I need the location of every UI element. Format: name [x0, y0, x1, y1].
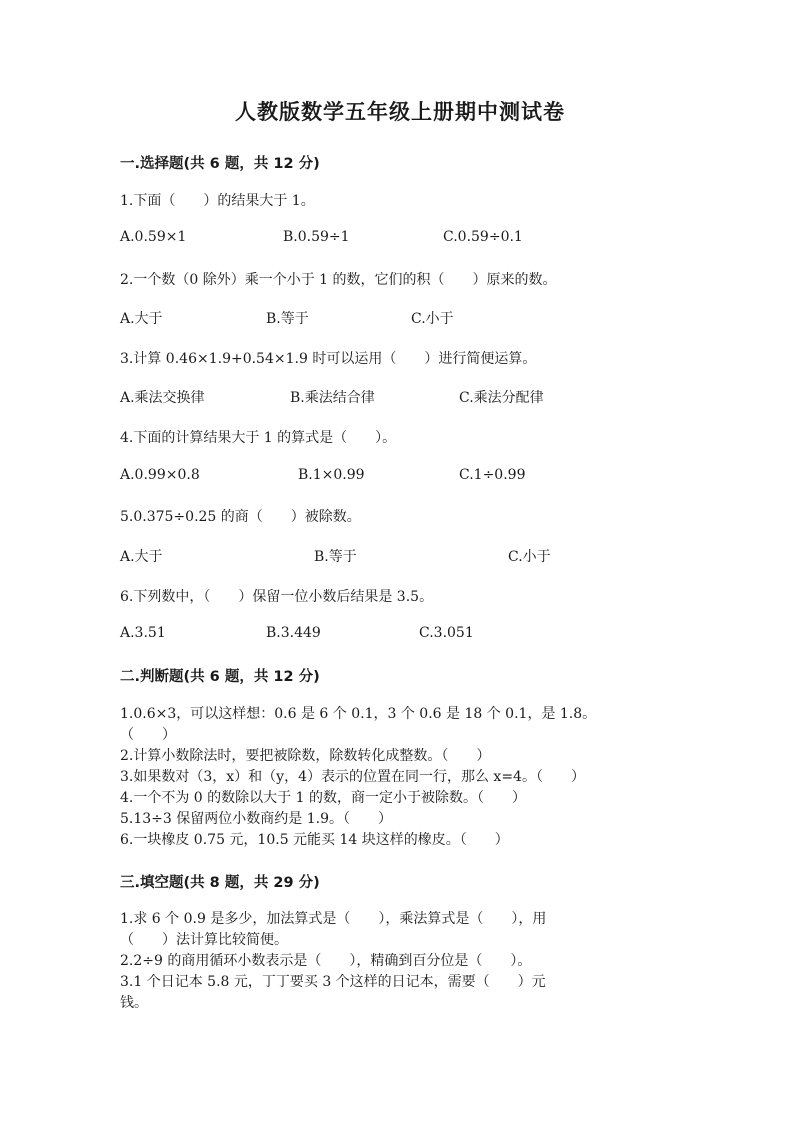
fill-line-3: 3.1 个日记本 5.8 元，丁丁要买 3 个这样的日记本，需要（ ）元 [120, 974, 546, 990]
choice-2-option-a: A.大于 [120, 311, 163, 327]
choice-5-option-c: C.小于 [508, 549, 551, 565]
fill-line-3-cont: 钱。 [120, 995, 148, 1011]
choice-question-6: 6.下列数中，（ ）保留一位小数后结果是 3.5。 [120, 589, 434, 605]
judge-line-4: 4.一个不为 0 的数除以大于 1 的数，商一定小于被除数。（ ） [120, 790, 526, 806]
choice-4-option-c: C.1÷0.99 [459, 467, 526, 483]
choice-3-option-b: B.乘法结合律 [290, 390, 375, 406]
section-heading-choice: 一.选择题(共 6 题，共 12 分) [120, 156, 320, 172]
choice-question-4: 4.下面的计算结果大于 1 的算式是（ ）。 [120, 430, 397, 446]
choice-4-option-a: A.0.99×0.8 [120, 467, 200, 483]
choice-4-option-b: B.1×0.99 [298, 467, 365, 483]
choice-question-5: 5.0.375÷0.25 的商（ ）被除数。 [120, 509, 361, 525]
choice-6-option-b: B.3.449 [266, 625, 321, 641]
judge-line-1-brackets: （ ） [120, 727, 176, 743]
fill-line-2: 2.2÷9 的商用循环小数表示是（ ），精确到百分位是（ ）。 [120, 953, 532, 969]
judge-line-3: 3.如果数对（3，x）和（y，4）表示的位置在同一行，那么 x=4。（ ） [120, 769, 585, 785]
choice-6-option-a: A.3.51 [120, 625, 166, 641]
choice-question-1: 1.下面（ ）的结果大于 1。 [120, 193, 315, 209]
choice-question-3: 3.计算 0.46×1.9+0.54×1.9 时可以运用（ ）进行简便运算。 [120, 351, 537, 367]
judge-line-6: 6.一块橡皮 0.75 元，10.5 元能买 14 块这样的橡皮。（ ） [120, 832, 509, 848]
section-heading-fill: 三.填空题(共 8 题，共 29 分) [120, 875, 320, 891]
choice-6-option-c: C.3.051 [419, 625, 474, 641]
choice-2-option-c: C.小于 [411, 311, 454, 327]
judge-line-2: 2.计算小数除法时，要把被除数，除数转化成整数。（ ） [120, 748, 491, 764]
judge-line-5: 5.13÷3 保留两位小数商约是 1.9。（ ） [120, 811, 392, 827]
page-title: 人教版数学五年级上册期中测试卷 [235, 99, 565, 124]
choice-1-option-a: A.0.59×1 [120, 229, 187, 245]
choice-question-2: 2.一个数（0 除外）乘一个小于 1 的数，它们的积（ ）原来的数。 [120, 272, 557, 288]
choice-1-option-c: C.0.59÷0.1 [443, 229, 523, 245]
choice-3-option-c: C.乘法分配律 [459, 390, 544, 406]
choice-5-option-b: B.等于 [314, 549, 357, 565]
choice-5-option-a: A.大于 [120, 549, 163, 565]
fill-line-1: 1.求 6 个 0.9 是多少，加法算式是（ ），乘法算式是（ ），用 [120, 911, 547, 927]
choice-2-option-b: B.等于 [266, 311, 309, 327]
fill-line-1-cont: （ ）法计算比较简便。 [120, 932, 288, 948]
section-heading-judge: 二.判断题(共 6 题，共 12 分) [120, 669, 320, 685]
choice-1-option-b: B.0.59÷1 [283, 229, 350, 245]
judge-line-1: 1.0.6×3，可以这样想：0.6 是 6 个 0.1，3 个 0.6 是 18 个 0.1，是 1.8。 [120, 706, 597, 722]
choice-3-option-a: A.乘法交换律 [120, 390, 205, 406]
